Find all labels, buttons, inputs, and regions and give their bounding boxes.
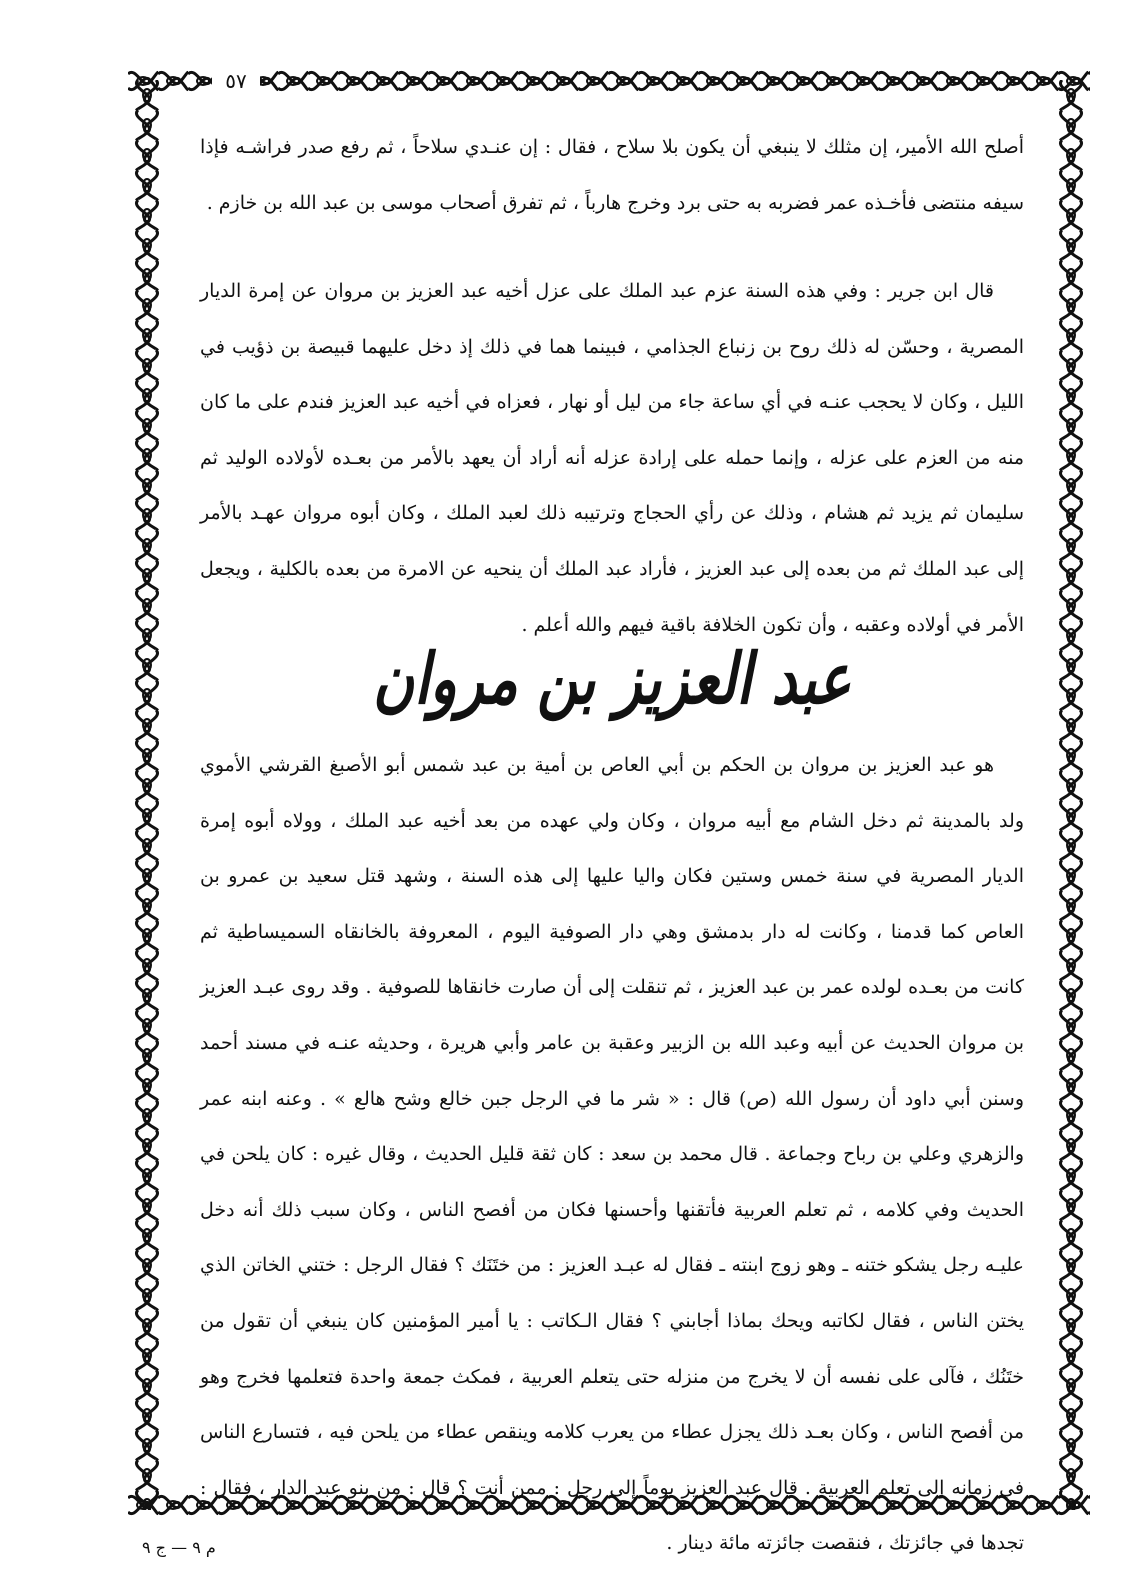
ornamental-border-right — [1052, 80, 1090, 1510]
paragraph: أصلح الله الأمير، إن مثلك لا ينبغي أن يكون بلا سلاح ، فقال : إن عنـدي سلاحاً ، ثم رفع صدر فراشـه فإذا سيفه منتضى فأخـذه عمر فضربه به حتى برد وخرج هارباً ، ثم تفرق أصحاب موسى بن عبد الله بن خازم . — [200, 136, 1024, 214]
page-number: ٥٧ — [212, 66, 260, 96]
paragraph: قال ابن جرير : وفي هذه السنة عزم عبد الملك على عزل أخيه عبد العزيز بن مروان عن إمرة الديار المصرية ، وحسّن له ذلك روح بن زنباع الجذامي ، فبينما هما في ذلك إذ دخل عليهما قبيصة بن ذؤيب في الليل ، وكان لا يحجب عنـه في أي ساعة جاء من ليل أو نهار ، فعزاه في أخيه عبد العزيز فندم على ما كان منه من العزم على عزله ، وإنما حمله على إرادة عزله أنه أراد أن يعهد بالأمر من بعـده لأولاده الوليد ثم سليمان ثم يزيد ثم هشام ، وذلك عن رأي الحجاج وترتيبه ذلك لعبد الملك ، وكان أبوه مروان عهـد بالأمر إلى عبد الملك ثم من بعده إلى عبد العزيز ، فأراد عبد الملك أن ينحيه عن الامرة من بعده بالكلية ، ويجعل الأمر في أولاده وعقبه ، وأن تكون الخلافة باقية فيهم والله أعلم . — [200, 280, 1024, 636]
page-body — [200, 120, 1024, 1555]
ornamental-border-left — [128, 80, 166, 1510]
section-heading: عبد العزيز بن مروان — [372, 637, 852, 721]
ornamental-border-top — [128, 64, 1090, 98]
footer-signature: م ٩ — ج ٩ — [142, 1538, 216, 1557]
paragraph: هو عبد العزيز بن مروان بن الحكم بن أبي العاص بن أمية بن عبد شمس أبو الأصبغ القرشي الأموي ولد بالمدينة ثم دخل الشام مع أبيه مروان ، وكان ولي عهده من بعد أخيه عبد الملك ، وولاه أبوه إمرة الديار المصرية في سنة خمس وستين فكان واليا عليها إلى هذه السنة ، وشهد قتل سعيد بن عمرو بن العاص كما قدمنا ، وكانت له دار بدمشق وهي دار الصوفية اليوم ، المعروفة بالخانقاه السميساطية ثم كانت من بعـده لولده عمر بن عبد العزيز ، ثم تنقلت إلى أن صارت خانقاها للصوفية . وقد روى عبـد العزيز بن مروان الحديث عن أبيه وعبد الله بن الزبير وعقبة بن عامر وأبي هريرة ، وحديثه عنـه في مسند أحمد وسنن أبي داود أن رسول الله (ص) قال : « شر ما في الرجل جبن خالع وشح هالع » . وعنه ابنه عمر والزهري وعلي بن رباح وجماعة . قال محمد بن سعد : كان ثقة قليل الحديث ، وقال غيره : كان يلحن في الحديث وفي كلامه ، ثم تعلم العربية فأتقنها وأحسنها فكان من أفصح الناس ، وكان سبب ذلك أنه دخل عليـه رجل يشكو ختنه ـ وهو زوج ابنته ـ فقال له عبـد العزيز : من ختَنَك ؟ فقال الرجل : ختني الخاتن الذي يختن الناس ، فقال لكاتبه ويحك بماذا أجابني ؟ فقال الـكاتب : يا أمير المؤمنين كان ينبغي أن تقول من ختَنُك ، فآلى على نفسه أن لا يخرج من منزله حتى يتعلم العربية ، فمكث جمعة واحدة فتعلمها فخرج وهو من أفصح الناس ، وكان بعـد ذلك يجزل عطاء من يعرب كلامه وينقص عطاء من يلحن فيه ، فتسارع الناس في زمانه إلى تعلم العربية . قال عبد العزيز يوماً إلى رجل : ممن أنت ؟ قال : من بنو عبد الدار ، فقال : تجدها في جائزتك ، فنقصت جائزته مائة دينار . — [200, 754, 1024, 1555]
